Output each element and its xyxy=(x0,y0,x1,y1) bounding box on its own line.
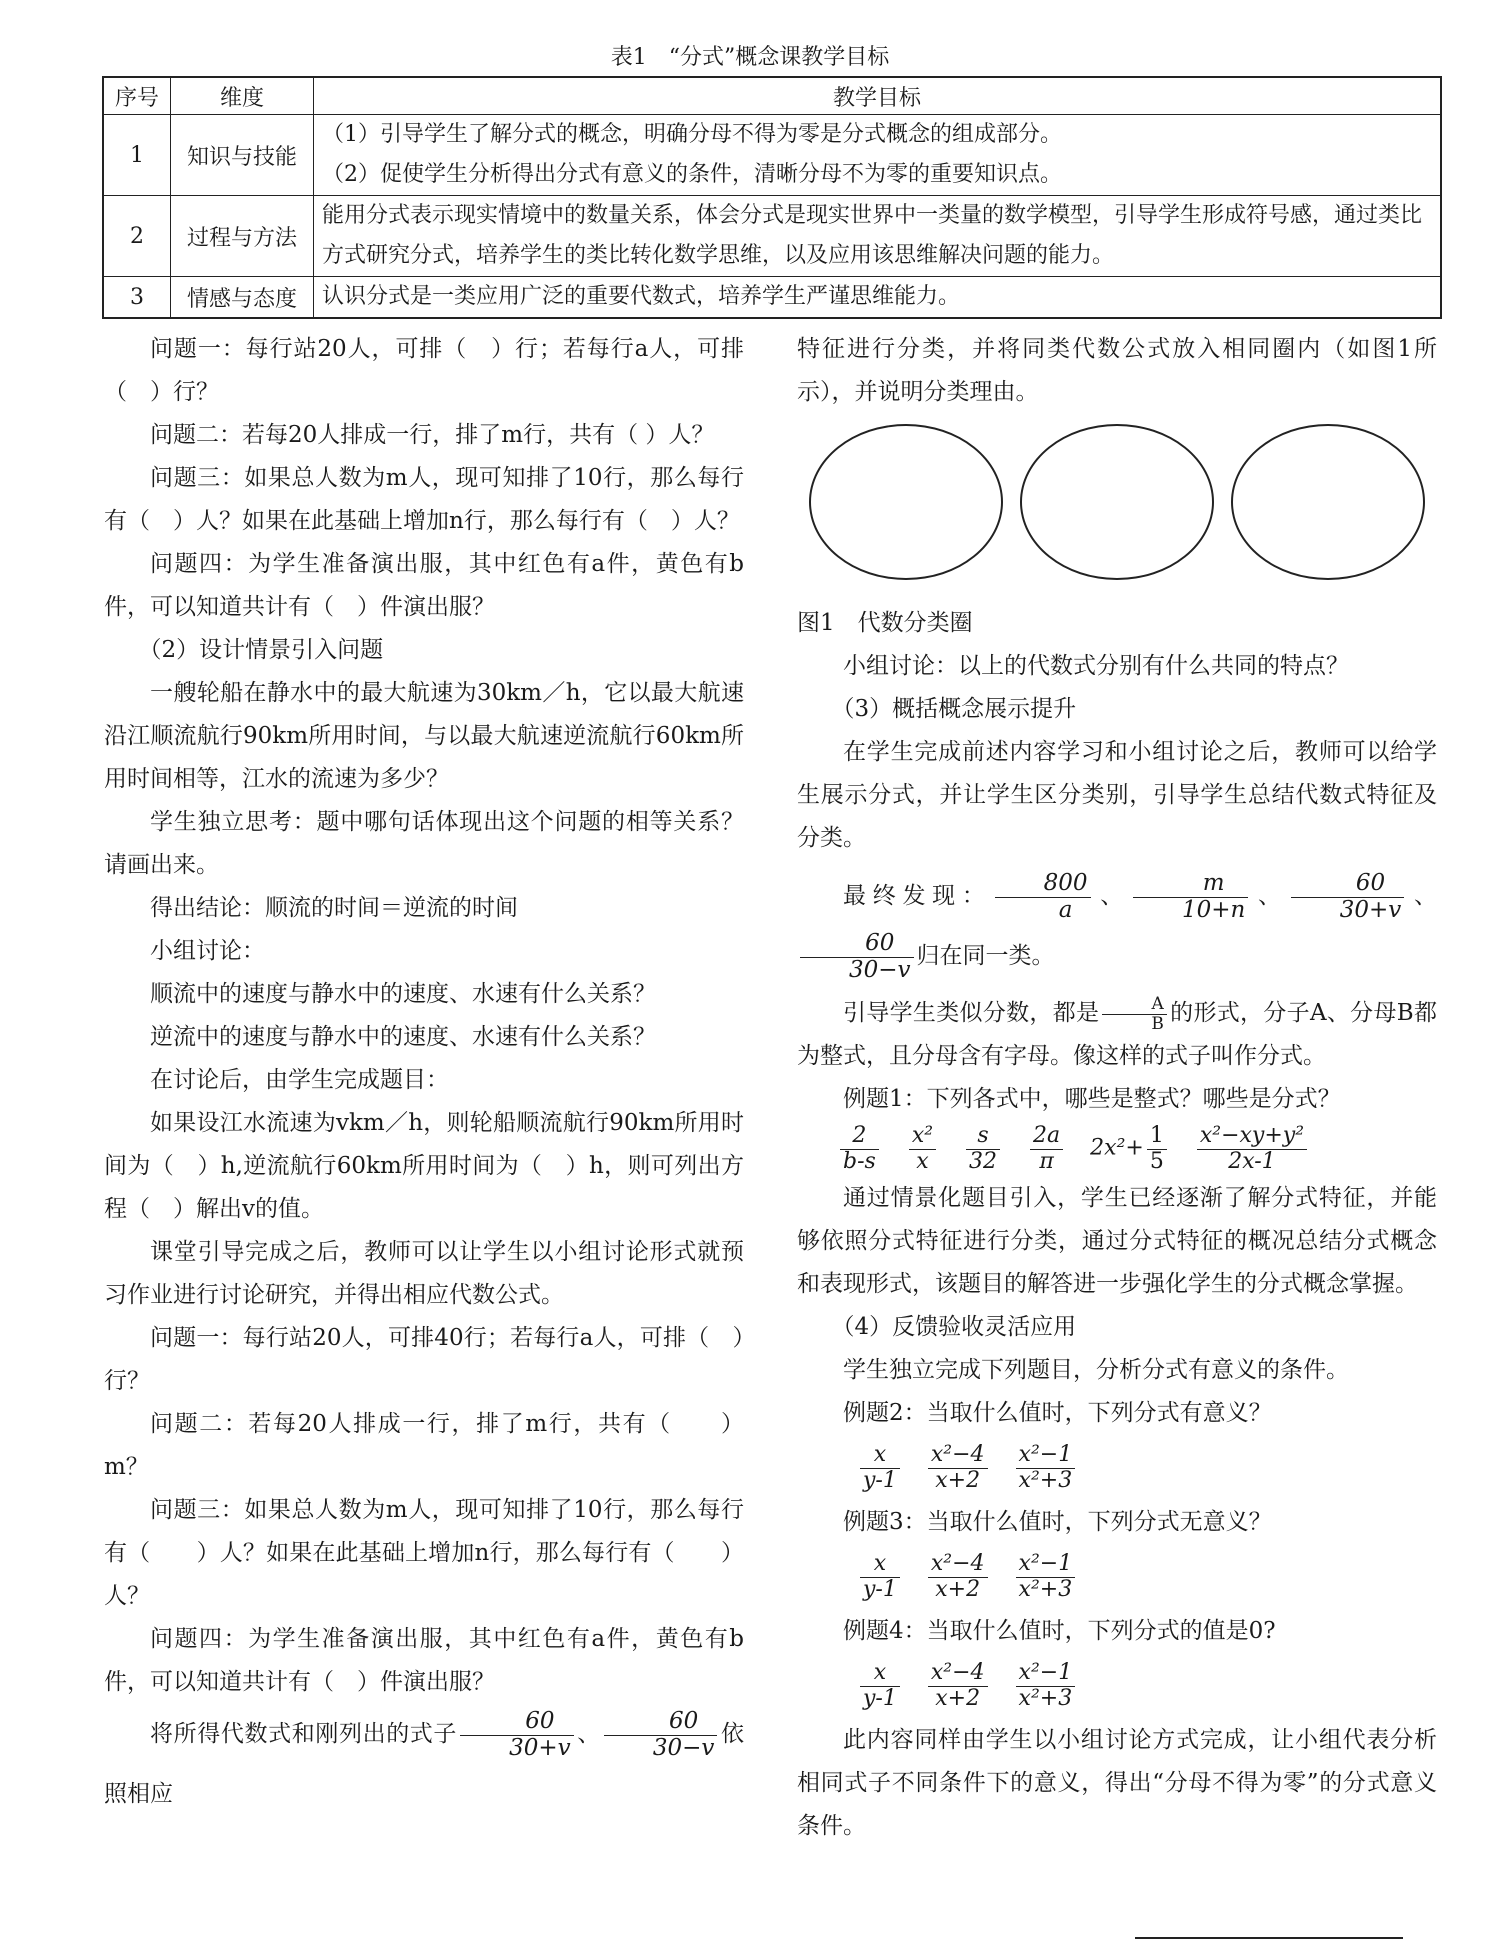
section-heading: （3）概括概念展示提升 xyxy=(831,696,1077,722)
denominator: x xyxy=(916,1148,929,1174)
paragraph: 问题二：若每20人排成一行，排了m行，共有（ ）人？ xyxy=(150,422,715,448)
fraction xyxy=(1133,871,1248,923)
left-column xyxy=(104,328,744,1824)
text-run: 归在同一类。 xyxy=(916,943,1055,969)
polynomial xyxy=(1090,1124,1170,1173)
row-num: 1 xyxy=(103,115,171,196)
numerator: 60 xyxy=(604,1709,718,1735)
separator: 、 xyxy=(1251,883,1288,909)
separator: 、 xyxy=(1093,883,1130,909)
classification-circle xyxy=(1020,424,1214,580)
numerator: 1 xyxy=(1147,1124,1167,1149)
goal-text: （2）促使学生分析得出分式有意义的条件，清晰分母不为零的重要知识点。 xyxy=(322,162,1062,187)
fraction xyxy=(928,1661,988,1710)
fraction xyxy=(1197,1124,1307,1173)
paragraph: 逆流中的速度与静水中的速度、水速有什么关系？ xyxy=(150,1024,656,1050)
paragraph: 问题一：每行站20人，可排40行；若每行a人，可排（ ）行？ xyxy=(104,1325,744,1394)
paragraph xyxy=(797,992,1437,1078)
fraction xyxy=(1147,1124,1167,1173)
fraction xyxy=(840,1124,879,1173)
numerator: 60 xyxy=(460,1709,574,1735)
header-num: 序号 xyxy=(103,77,171,115)
paragraph: 问题一：每行站20人，可排（ ）行；若每行a人，可排（ ）行？ xyxy=(104,336,744,405)
fraction xyxy=(995,871,1091,923)
text-run: 最终发现： xyxy=(843,883,992,909)
denominator: x²+3 xyxy=(1018,1467,1073,1493)
fraction xyxy=(800,931,914,983)
text-run: 依照相应 xyxy=(104,1721,745,1807)
fraction xyxy=(909,1124,936,1173)
text-run: 将所得代数式和刚列出的式子 xyxy=(150,1721,458,1747)
denominator: π xyxy=(1039,1148,1054,1174)
numerator: x²−4 xyxy=(928,1552,988,1577)
table-row xyxy=(103,277,1441,319)
paragraph: 特征进行分类，并将同类代数公式放入相同圈内（如图1所示），并说明分类理由。 xyxy=(797,336,1437,405)
numerator: x²−1 xyxy=(1016,1552,1076,1577)
example-title: 例题2：当取什么值时，下列分式有意义？ xyxy=(843,1400,1272,1426)
goal-text: 认识分式是一类应用广泛的重要代数式，培养学生严谨思维能力。 xyxy=(322,284,961,309)
fraction xyxy=(1016,1443,1076,1492)
denominator: x+2 xyxy=(935,1576,981,1602)
denominator: B xyxy=(1151,1013,1164,1034)
paragraph: 问题三：如果总人数为m人，现可知排了10行，那么每行有（ ）人？如果在此基础上增加n行，那么每行有（ ）人？ xyxy=(104,465,744,534)
row-goals xyxy=(314,196,1442,277)
paragraph: 一艘轮船在静水中的最大航速为30km／h，它以最大航速沿江顺流航行90km所用时间，与以最大航速逆流航行60km所用时间相等，江水的流速为多少？ xyxy=(104,680,744,792)
denominator: x²+3 xyxy=(1018,1685,1073,1711)
denominator: b-s xyxy=(843,1148,876,1174)
numerator: 2a xyxy=(1030,1124,1063,1149)
denominator: 30+v xyxy=(1339,896,1402,923)
numerator: x²−4 xyxy=(928,1443,988,1468)
fraction xyxy=(1030,1124,1063,1173)
section-heading: （4）反馈验收灵活应用 xyxy=(831,1314,1077,1340)
classification-circle xyxy=(1231,424,1425,580)
fraction xyxy=(1291,871,1405,923)
fraction xyxy=(860,1661,900,1710)
math-row xyxy=(797,1121,1437,1177)
numerator: A xyxy=(1102,995,1167,1015)
row-num: 2 xyxy=(103,196,171,277)
numerator: 60 xyxy=(800,931,914,957)
text-run: 2x²+ xyxy=(1090,1136,1144,1161)
denominator: y-1 xyxy=(863,1576,897,1602)
fraction xyxy=(966,1124,1000,1173)
denominator: 30+v xyxy=(509,1734,571,1761)
classification-circle xyxy=(809,424,1003,580)
paragraph: 问题四：为学生准备演出服，其中红色有a件，黄色有b件，可以知道共计有（ ）件演出服？ xyxy=(104,1626,744,1695)
paragraph: 问题三：如果总人数为m人，现可知排了10行，那么每行有（ ）人？如果在此基础上增加n行，那么每行有（ ）人？ xyxy=(104,1497,744,1609)
fraction xyxy=(460,1709,574,1761)
denominator: a xyxy=(1058,896,1073,923)
example-title: 例题1：下列各式中，哪些是整式？哪些是分式？ xyxy=(843,1086,1341,1112)
numerator: x²−1 xyxy=(1016,1443,1076,1468)
objectives-table xyxy=(102,76,1442,319)
paragraph: 学生独立完成下列题目，分析分式有意义的条件。 xyxy=(843,1357,1349,1383)
numerator: x² xyxy=(909,1124,936,1149)
separator: 、 xyxy=(576,1721,601,1747)
numerator: x xyxy=(860,1661,900,1686)
header-goal: 教学目标 xyxy=(314,77,1442,115)
section-heading: （2）设计情景引入问题 xyxy=(138,637,384,663)
row-dimension: 过程与方法 xyxy=(171,196,314,277)
row-goals xyxy=(314,277,1442,319)
paragraph: 课堂引导完成之后，教师可以让学生以小组讨论形式就预习作业进行讨论研究，并得出相应代数公式。 xyxy=(104,1239,744,1308)
denominator: y-1 xyxy=(863,1467,897,1493)
paragraph: 顺流中的速度与静水中的速度、水速有什么关系？ xyxy=(150,981,656,1007)
fraction xyxy=(1016,1661,1076,1710)
right-column xyxy=(797,328,1437,1848)
finding-line xyxy=(797,866,1437,986)
numerator: x²−xy+y² xyxy=(1197,1124,1307,1149)
table-row xyxy=(103,196,1441,277)
numerator: s xyxy=(966,1124,1000,1149)
denominator: x+2 xyxy=(935,1467,981,1493)
paragraph: 通过情景化题目引入，学生已经逐渐了解分式特征，并能够依照分式特征进行分类，通过分式特征的概况总结分式概念和表现形式，该题目的解答进一步强化学生的分式概念掌握。 xyxy=(797,1185,1437,1297)
paragraph: 在讨论后，由学生完成题目： xyxy=(150,1067,449,1093)
example-title: 例题4：当取什么值时，下列分式的值是0? xyxy=(843,1618,1276,1644)
numerator: x xyxy=(860,1552,900,1577)
row-num: 3 xyxy=(103,277,171,319)
example-title: 例题3：当取什么值时，下列分式无意义？ xyxy=(843,1509,1272,1535)
paragraph: 学生独立思考：题中哪句话体现出这个问题的相等关系？请画出来。 xyxy=(104,809,744,878)
fraction xyxy=(1102,995,1167,1033)
paragraph: 小组讨论： xyxy=(150,938,265,964)
paragraph: 得出结论：顺流的时间＝逆流的时间 xyxy=(150,895,518,921)
paragraph: 在学生完成前述内容学习和小组讨论之后，教师可以给学生展示分式，并让学生区分类别，引导学生总结代数式特征及分类。 xyxy=(797,739,1437,851)
denominator: 32 xyxy=(969,1148,998,1174)
math-row xyxy=(797,1653,1437,1719)
fraction xyxy=(928,1552,988,1601)
paragraph: 问题二：若每20人排成一行，排了m行，共有（ ）m？ xyxy=(104,1411,744,1480)
math-row xyxy=(797,1544,1437,1610)
fraction xyxy=(604,1709,718,1761)
paragraph xyxy=(104,1704,744,1824)
numerator: 2 xyxy=(840,1124,879,1149)
denominator: 30−v xyxy=(652,1734,715,1761)
denominator: 2x-1 xyxy=(1228,1148,1276,1174)
row-goals xyxy=(314,115,1442,196)
numerator: x²−1 xyxy=(1016,1661,1076,1686)
paragraph: 如果设江水流速为vkm／h，则轮船顺流航行90km所用时间为（ ）h,逆流航行60km所用时间为（ ）h，则可列出方程（ ）解出v的值。 xyxy=(104,1110,744,1222)
denominator: 5 xyxy=(1149,1148,1164,1174)
table-header-row xyxy=(103,77,1441,115)
table-caption: 表1 “分式”概念课教学目标 xyxy=(610,45,890,70)
footnote-divider xyxy=(1135,1937,1403,1939)
goal-text: （1）引导学生了解分式的概念，明确分母不得为零是分式概念的组成部分。 xyxy=(322,122,1062,147)
denominator: 30−v xyxy=(849,956,911,983)
paragraph: 此内容同样由学生以小组讨论方式完成，让小组代表分析相同式子不同条件下的意义，得出“分母不得为零”的分式意义条件。 xyxy=(797,1727,1437,1839)
paragraph: 问题四：为学生准备演出服，其中红色有a件，黄色有b件，可以知道共计有（ ）件演出服？ xyxy=(104,551,744,620)
figure-caption: 图1 代数分类圈 xyxy=(797,610,973,636)
math-row xyxy=(797,1435,1437,1501)
denominator: y-1 xyxy=(863,1685,897,1711)
numerator: 60 xyxy=(1291,871,1405,897)
fraction xyxy=(860,1552,900,1601)
classification-figure xyxy=(797,414,1437,602)
row-dimension: 知识与技能 xyxy=(171,115,314,196)
denominator: x²+3 xyxy=(1018,1576,1073,1602)
numerator: m xyxy=(1133,871,1248,897)
text-run: 引导学生类似分数，都是 xyxy=(843,1000,1100,1026)
row-dimension: 情感与态度 xyxy=(171,277,314,319)
fraction xyxy=(1016,1552,1076,1601)
goal-text: 能用分式表示现实情境中的数量关系，体会分式是现实世界中一类量的数学模型，引导学生形成符号感，通过类比方式研究分式，培养学生的类比转化数学思维，以及应用该思维解决问题的能力。 xyxy=(322,203,1423,268)
fraction xyxy=(928,1443,988,1492)
fraction xyxy=(860,1443,900,1492)
table-row xyxy=(103,115,1441,196)
denominator: 10+n xyxy=(1181,896,1246,923)
numerator: x xyxy=(860,1443,900,1468)
text-run: 的形式，分子A、分母B都为整式，且分母含有字母。像这样的式子叫作分式。 xyxy=(797,1000,1437,1069)
separator: 、 xyxy=(1407,883,1437,909)
numerator: x²−4 xyxy=(928,1661,988,1686)
paragraph: 小组讨论：以上的代数式分别有什么共同的特点？ xyxy=(843,653,1349,679)
denominator: x+2 xyxy=(935,1685,981,1711)
numerator: 800 xyxy=(995,871,1091,897)
header-dimension: 维度 xyxy=(171,77,314,115)
